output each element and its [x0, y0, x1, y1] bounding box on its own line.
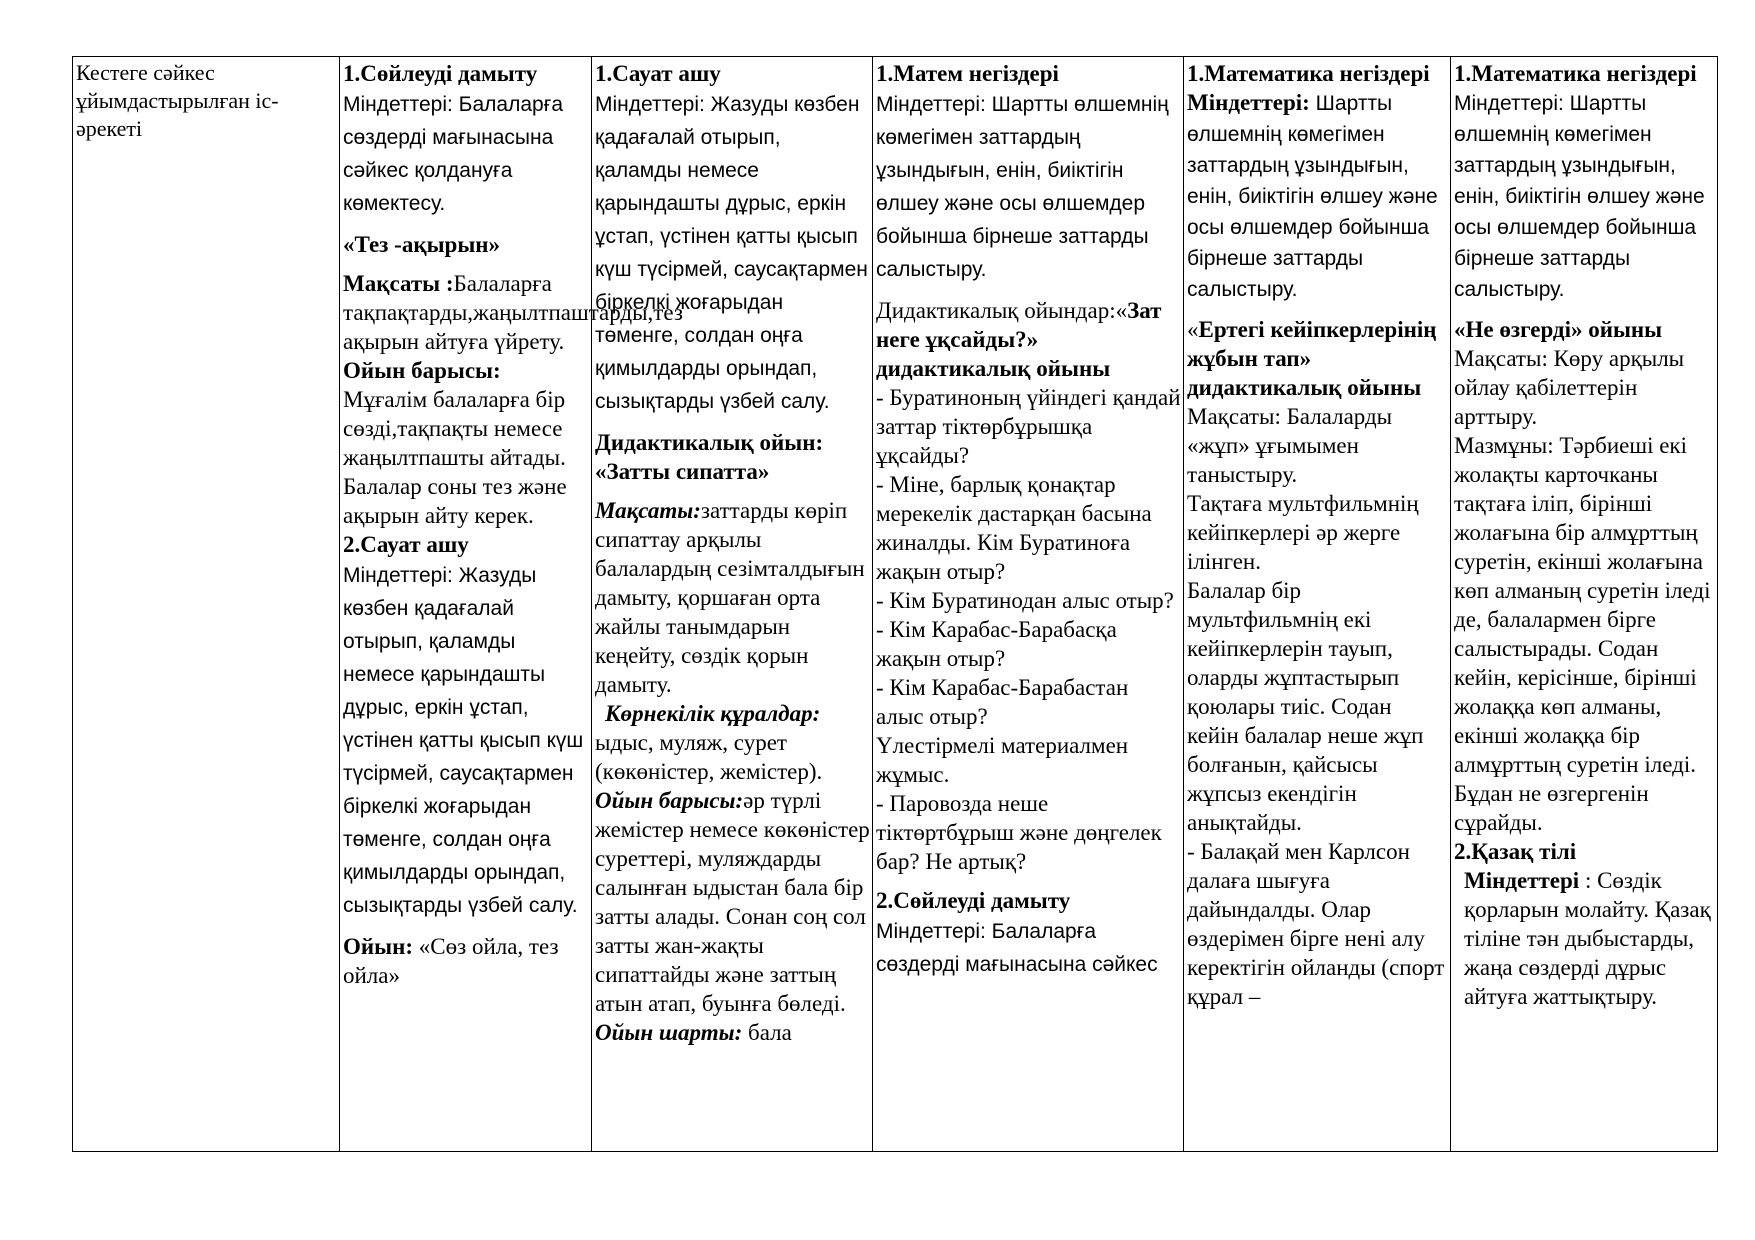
col1-goal-text: Балаларға тақпақтарды,жаңылтпаштарды,тез ақырын айтуға үйрету. [343, 271, 683, 354]
col1-title2: 2.Сауат ашу [343, 532, 469, 557]
col3-q5: - Кім Карабас-Барабастан алыс отыр? [876, 675, 1129, 729]
col4-game-open: « [1187, 317, 1199, 342]
col4-game-title: Ертегі кейіпкерлерінің жұбын тап» дидактикалық ойыны [1187, 317, 1437, 400]
row-label-cell [73, 57, 340, 1152]
col4-tasks-label: Міндеттері: [1187, 90, 1310, 115]
col4-text2: Балалар бір мультфильмнің екі кейіпкерлерін тауып, оларды жұптастырып қоюлары тиіс. Содан кейін балалар неше жұп болғанын, қайсысы жұпсыз екендігін анықтайды. [1187, 578, 1424, 835]
col3-title1: 1.Матем негіздері [876, 61, 1059, 86]
day-cell-3 [873, 57, 1184, 1152]
col2-goal-label: Мақсаты: [595, 498, 701, 523]
col4-tasks-text: Шартты өлшемнің көмегімен заттардың ұзындығын, енін, биіктігін өлшеу және осы өлшемдер бойынша бірнеше заттарды салыстыру. [1187, 92, 1438, 301]
col2-goal [595, 496, 870, 699]
schedule-table [72, 56, 1718, 1152]
col2-tasks1: Міндеттері: Жазуды көзбен қадағалай отырып, қаламды немесе қарындашты дұрыс, еркін ұстап, үстінен қатты қысып күш түсірмей, саусақтармен біркелкі жоғарыдан төменге, солдан оңға қимылдарды орындап, сызықтарды үзбей салу. [595, 93, 868, 413]
col1-tasks1: Міндеттері: Балаларға сөздерді мағынасына сәйкес қолдануға көмектесу. [343, 93, 564, 215]
col2-tools-text: ыдыс, муляж, сурет (көкөністер, жемістер). [595, 730, 823, 784]
col2-process [595, 786, 870, 1018]
col4-text3: - Балақай мен Карлсон далаға шығуға дайындалды. Олар өздерімен бірге нені алу керектігін ойланды (спорт құрал – [1187, 839, 1445, 1009]
col1-game2-text: «Сөз ойла, тез ойла» [343, 934, 559, 988]
col1-game1: «Тез -ақырын» [343, 232, 501, 257]
col2-rule-label: Ойын шарты: [595, 1020, 743, 1045]
col2-process-text: әр түрлі жемістер немесе көкөністер суреттері, муляждарды салынған ыдыстан бала бір затты алады. Сонан соң сол затты жан-жақты сипаттайды және заттың атын атап, буынға бөледі. [595, 788, 870, 1016]
col5-tasks2 [1454, 866, 1715, 1011]
day-cell-2 [592, 57, 873, 1152]
col4-game [1187, 315, 1448, 402]
col5-tasks2-text: : Сөздік қорларын молайту. Қазақ тіліне тән дыбыстарды, жаңа сөздерді дұрыс айтуға жаттықтыру. [1464, 868, 1711, 1009]
col2-tools [595, 699, 870, 786]
col3-handout: Үлестірмелі материалмен жұмыс. [876, 733, 1129, 787]
day-cell-4 [1184, 57, 1451, 1152]
col5-goal: Мақсаты: Көру арқылы ойлау қабілеттерін арттыру. [1454, 346, 1685, 429]
col2-process-label: Ойын барысы: [595, 788, 744, 813]
col3-game-prefix: Дидактикалық ойындар:« [876, 298, 1128, 323]
col1-process-label: Ойын барысы: [343, 358, 501, 383]
col4-goal: Мақсаты: Балаларды «жұп» ұғымымен таныстыру. [1187, 404, 1393, 487]
col3-game-title: Зат неге ұқсайды?» дидактикалық ойыны [876, 298, 1162, 381]
col3-q4: - Кім Карабас-Барабасқа жақын отыр? [876, 617, 1117, 671]
col2-rule [595, 1018, 870, 1047]
col3-tasks2: Міндеттері: Балаларға сөздерді мағынасына сәйкес [876, 920, 1158, 976]
col3-title2: 2.Сөйлеуді дамыту [876, 888, 1071, 913]
col3-tasks1: Міндеттері: Шартты өлшемнің көмегімен заттардың ұзындығын, енін, биіктігін өлшеу және осы өлшемдер бойынша бірнеше заттарды салыстыру. [876, 93, 1169, 281]
row-label: Кестеге сәйкес ұйымдастырылған іс-әрекеті [76, 60, 279, 141]
col3-game [876, 296, 1181, 383]
col4-title1: 1.Математика негіздері [1187, 61, 1430, 86]
col3-q2: - Міне, барлық қонақтар мерекелік дастарқан басына жиналды. Кім Буратиноға жақын отыр? [876, 472, 1152, 584]
col1-title1: 1.Сөйлеуді дамыту [343, 61, 538, 86]
col5-tasks1: Міндеттері: Шартты өлшемнің көмегімен заттардың ұзындығын, енін, биіктігін өлшеу және осы өлшемдер бойынша бірнеше заттарды салыстыру. [1454, 92, 1705, 301]
col2-game-title: Дидактикалық ойын: «Затты сипатта» [595, 430, 824, 484]
col3-q1: - Буратиноның үйіндегі қандай заттар тіктөрбұрышқа ұқсайды? [876, 385, 1181, 468]
day-cell-5 [1451, 57, 1718, 1152]
col1-goal [343, 269, 683, 356]
col5-content: Мазмұны: Тәрбиеші екі жолақты карточканы тақтаға іліп, бірінші жолағына бір алмұрттың суретін, екінші жолағына көп алманың суретін іледі де, балалармен бірге салыстырады. Содан кейін, керісінше, бірінші жолаққа көп алманы, екінші жолаққа бір алмұрттың суретін іледі. Бұдан не өзгергенін сұрайды. [1454, 433, 1711, 835]
col4-text1: Тақтаға мультфильмнің кейіпкерлері әр жерге ілінген. [1187, 491, 1419, 574]
col5-title1: 1.Математика негіздері [1454, 61, 1697, 86]
table-row [73, 57, 1718, 1152]
col2-title1: 1.Сауат ашу [595, 61, 721, 86]
col4-tasks [1187, 88, 1448, 305]
col5-game-title: «Не өзгерді» ойыны [1454, 317, 1663, 342]
col3-q3: - Кім Буратинодан алыс отыр? [876, 588, 1174, 613]
col1-game2-label: Ойын: [343, 934, 414, 959]
col1-game2 [343, 932, 589, 990]
col2-rule-text: бала [742, 1020, 792, 1045]
col1-tasks2: Міндеттері: Жазуды көзбен қадағалай отырып, қаламды немесе қарындашты дұрыс, еркін ұстап, үстінен қатты қысып күш түсірмей, саусақтармен біркелкі жоғарыдан төменге, солдан оңға қимылдарды орындап, сызықтарды үзбей салу. [343, 564, 584, 917]
col5-tasks2-label: Міндеттері [1464, 868, 1580, 893]
col1-process-text: Мұғалім балаларға бір сөзді,тақпақты немесе жаңылтпашты айтады. Балалар соны тез және ақырын айту керек. [343, 387, 567, 528]
col3-q6: - Паровозда неше тіктөртбұрыш және дөңгелек бар? Не артық? [876, 791, 1162, 874]
col2-goal-text: заттарды көріп сипаттау арқылы балалардың сезімталдығын дамыту, қоршаған орта жайлы танымдарын кеңейту, сөздік қорын дамыту. [595, 498, 865, 697]
col1-goal-label: Мақсаты : [343, 271, 454, 296]
col2-tools-label: Көрнекілік құралдар: [605, 701, 821, 726]
col5-title2: 2.Қазақ тілі [1454, 839, 1577, 864]
